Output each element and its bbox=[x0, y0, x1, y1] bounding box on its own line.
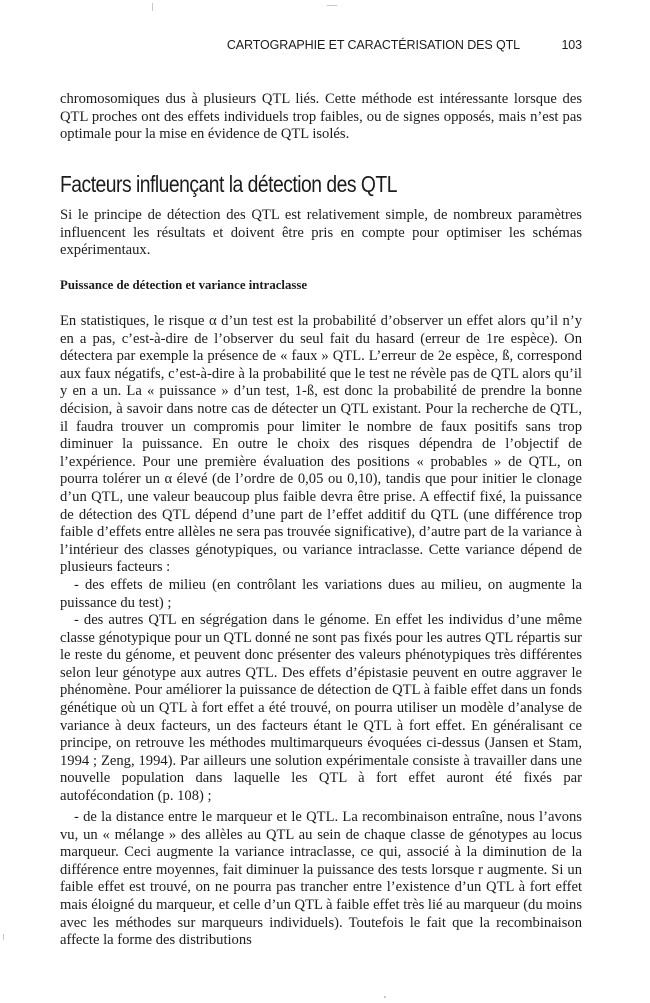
scan-mark bbox=[152, 3, 153, 11]
list-item: - des autres QTL en ségrégation dans le génome. En effet les individus d’une même classe génotypique pour un QTL donné ne sont pas fixés pour les autres QTL répartis sur le reste du génome, et peuvent donc présenter des valeurs phénotypiques très différentes selon leur génotype aux autres QTL. Des effets d’épistasie peuvent en outre aggraver le phénomène. Pour améliorer la puissance de détection de QTL à faible effet dans un fonds génétique où un QTL à fort effet a été trouvé, on pourra utiliser un modèle d’analyse de variance à deux facteurs, un des facteurs étant le QTL à fort effet. En généralisant ce principe, on retrouve les méthodes multimarqueurs évoquées ci-dessus (Jansen et Stam, 1994 ; Zeng, 1994). Par ailleurs une solution expérimentale consiste à travailler dans une nouvelle population dans laquelle les QTL à fort effet auront été fixés par autofécondation (p. 108) ; bbox=[60, 612, 582, 804]
running-head bbox=[60, 38, 582, 56]
body-paragraph: En statistiques, le risque α d’un test est la probabilité d’observer un effet alors qu’il n’y en a pas, c’est-à-dire de l’observer du seul fait du hasard (erreur de 1re espèce). On détectera par exemple la présence de « faux » QTL. L’erreur de 2e espèce, ß, correspond aux faux négatifs, c’est-à-dire à la probabilité que le test ne révèle pas de QTL alors qu’il y en a un. La « puissance » d’un test, 1-ß, est donc la probabilité de prendre la bonne décision, à savoir dans notre cas de détecter un QTL existant. Pour la recherche de QTL, il faudra trouver un compromis pour limiter le nombre de faux positifs sans trop diminuer la puissance. En outre le choix des risques dépendra de l’objectif de l’expérience. Pour une première évaluation des positions « probables » de QTL, on pourra tolérer un α élevé (de l’ordre de 0,05 ou 0,10), tandis que pour initier le clonage d’un QTL, une valeur beaucoup plus faible devra être prise. A effectif fixé, la puissance de détection des QTL dépend d’une part de l’effet additif du QTL (une différence trop faible d’effets entre allèles ne sera pas trouvée significative), d’autre part de la variance à l’intérieur des classes génotypiques, ou variance intraclasse. Cette variance dépend de plusieurs facteurs : bbox=[60, 313, 582, 576]
scan-mark bbox=[327, 5, 337, 6]
intro-paragraph: chromosomiques dus à plusieurs QTL liés. Cette méthode est intéressante lorsque des QTL proches ont des effets individuels trop faibles, ou de signes opposés, mais n’est pas optimale pour la mise en évidence de QTL isolés. bbox=[60, 91, 582, 143]
list-item: - de la distance entre le marqueur et le QTL. La recombinaison entraîne, nous l’avons vu, un « mélange » des allèles au QTL au sein de chaque classe de génotypes au locus marqueur. Ceci augmente la variance intraclasse, ce qui, associé à la diminution de la différence entre moyennes, fait diminuer la puissance des tests lorsque r augmente. Si un faible effet est trouvé, on ne pourra pas trancher entre l’existence d’un QTL à fort effet mais éloigné du marqueur, et celle d’un QTL à faible effet très lié au marqueur (du moins avec les méthodes sur marqueurs individuels). Toutefois le fait que la recombinaison affecte la forme des distributions bbox=[60, 809, 582, 949]
scan-mark bbox=[3, 934, 4, 940]
scan-mark bbox=[384, 996, 386, 998]
section-title: Facteurs influençant la détection des QTL bbox=[60, 171, 397, 197]
subsection-title: Puissance de détection et variance intraclasse bbox=[60, 278, 308, 292]
list-item: - des effets de milieu (en contrôlant les variations dues au milieu, on augmente la puissance du test) ; bbox=[60, 577, 582, 611]
running-title: CARTOGRAPHIE ET CARACTÉRISATION DES QTL bbox=[226, 38, 520, 52]
section-intro-paragraph: Si le principe de détection des QTL est relativement simple, de nombreux paramètres influencent les résultats et doivent être pris en compte pour optimiser les schémas expérimentaux. bbox=[60, 207, 582, 259]
page-number: 103 bbox=[561, 38, 582, 52]
